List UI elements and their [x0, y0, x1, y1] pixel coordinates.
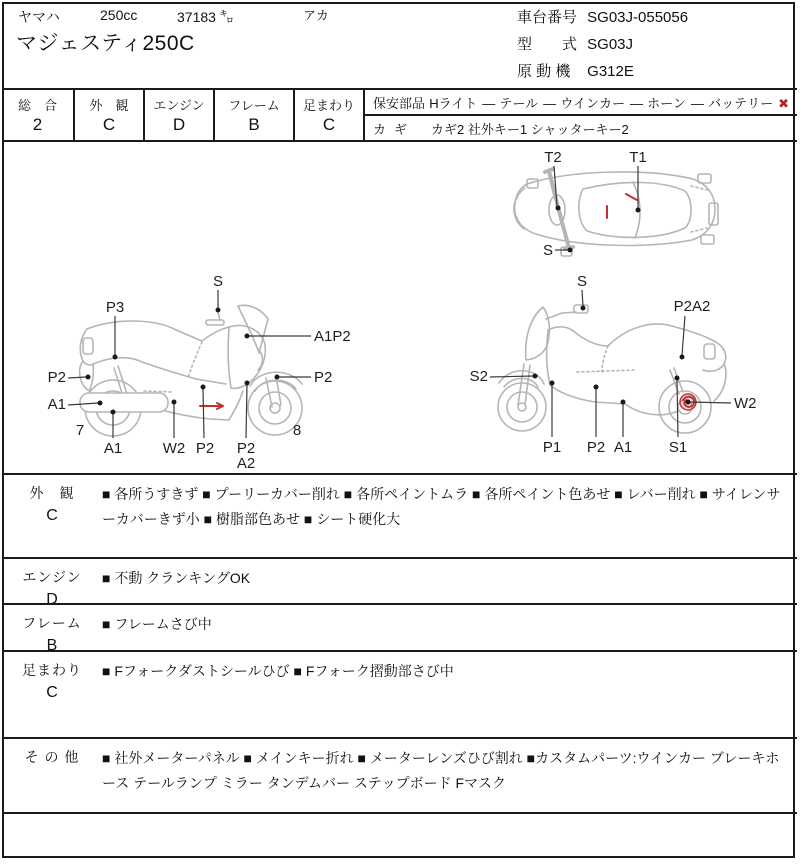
safety-parts-box: [365, 90, 797, 140]
rating-label: フレーム: [228, 98, 280, 113]
section-exterior: [2, 473, 797, 557]
section-label: エンジン: [22, 569, 82, 585]
battery-ng-mark: ✖: [778, 95, 789, 111]
damage-code-label: W2: [162, 440, 186, 457]
safety-item-winker: ウインカー —: [560, 95, 643, 111]
damage-code-label: A2: [236, 455, 256, 470]
section-notes: ■ 各所うすきず ■ プーリーカバー削れ ■ 各所ペイントムラ ■ 各所ペイント色あせ ■ レバー削れ ■ サイレンサーカバーきず小 ■ 樹脂部色あせ ■ シート硬化大: [102, 486, 781, 527]
section-undercarriage: [2, 650, 797, 737]
section-label: 外 観: [29, 485, 75, 501]
key-label: カギ: [373, 121, 416, 137]
rating-value: C: [322, 115, 336, 134]
rating-overall: [2, 90, 75, 140]
rating-value: D: [172, 115, 186, 134]
damage-code-label: S: [212, 273, 224, 290]
rating-value: C: [102, 115, 116, 134]
section-grade: C: [46, 684, 58, 701]
rating-value: B: [248, 115, 260, 134]
chassis-number-label: 車台番号: [517, 9, 578, 26]
damage-code-label: A1: [613, 439, 633, 456]
rating-undercarriage: [295, 90, 365, 140]
left-side-view-diagram: [30, 272, 360, 470]
safety-parts-row: [365, 90, 797, 116]
section-notes: ■ 不動 クランキングOK: [102, 570, 251, 586]
section-notes: ■ 社外メーターパネル ■ メインキー折れ ■ メーターレンズひび割れ ■カスタムパーツ:ウインカー ブレーキホース テールランプ ミラー タンデムバー ステップボード Fマスク: [102, 750, 780, 791]
safety-item-horn: ホーン —: [647, 95, 704, 111]
key-info-row: [365, 116, 797, 140]
engine-model-row: [517, 60, 634, 81]
damage-code-label: A1P2: [314, 328, 351, 345]
displacement: 250cc: [100, 7, 138, 23]
section-grade: B: [46, 637, 58, 654]
safety-item-tail: テール —: [499, 95, 557, 111]
damage-code-label: S1: [668, 439, 688, 456]
model-name: マジェスティ250C: [16, 32, 195, 55]
damage-code-label: S: [576, 273, 588, 290]
damage-code-label: S2: [469, 368, 488, 385]
section-label: 足まわり: [22, 662, 82, 678]
chassis-number-row: [517, 6, 688, 27]
damage-code-label: A1: [47, 396, 66, 413]
model-type-value: SG03J: [587, 36, 634, 53]
damage-mark: [626, 194, 637, 200]
damage-code-label: P2: [586, 439, 606, 456]
maker-name: ヤマハ: [18, 9, 60, 25]
rating-engine: [145, 90, 215, 140]
section-engine: [2, 557, 797, 608]
mileage: 37183 ㌔: [177, 9, 234, 25]
damage-code-label: 7: [75, 422, 85, 439]
model-type-label: 型 式: [517, 36, 578, 53]
damage-code-label: P1: [542, 439, 562, 456]
damage-code-label: T2: [544, 149, 562, 166]
damage-code-label: P2: [47, 369, 66, 386]
section-notes: ■ フレームさび中: [102, 616, 212, 632]
rating-exterior: [75, 90, 145, 140]
damage-code-label: W2: [734, 395, 757, 412]
section-other: [2, 737, 797, 812]
damage-code-label: 8: [292, 422, 302, 439]
engine-model-value: G312E: [587, 63, 634, 80]
chassis-number-value: SG03J-055056: [587, 9, 689, 26]
rating-label: 総 合: [17, 98, 57, 113]
rating-label: 外 観: [89, 98, 129, 113]
color-code: アカ: [303, 8, 329, 23]
damage-code-label: P3: [105, 299, 125, 316]
damage-code-label: P2: [236, 440, 256, 457]
damage-code-label: T1: [629, 149, 647, 166]
empty-remarks-box: [2, 812, 797, 858]
top-view-diagram: [495, 148, 725, 268]
key-value: カギ2 社外キー1 シャッターキー2: [431, 121, 629, 137]
rating-label: 足まわり: [302, 98, 355, 113]
section-label: フレーム: [22, 615, 82, 631]
section-grade: C: [46, 507, 58, 524]
section-notes: ■ Fフォークダストシールひび ■ Fフォーク摺動部さび中: [102, 663, 454, 679]
section-label: そ の 他: [24, 749, 80, 765]
section-grade: D: [46, 591, 58, 608]
damage-code-label: P2A2: [673, 298, 711, 315]
rating-label: エンジン: [153, 98, 205, 113]
safety-parts-title: 保安部品: [373, 95, 426, 111]
damage-code-label: P2: [195, 440, 215, 457]
engine-model-label: 原 動 機: [517, 63, 571, 80]
right-side-view-diagram: [440, 272, 800, 470]
damage-code-label: P2: [314, 369, 333, 386]
rating-table: [2, 88, 797, 142]
safety-item-battery: バッテリー ✖: [708, 95, 789, 111]
model-type-row: [517, 33, 633, 54]
section-frame: [2, 603, 797, 654]
damage-code-label: S: [542, 242, 553, 259]
rating-frame: [215, 90, 295, 140]
damage-code-label: A1: [103, 440, 123, 457]
safety-item-headlight: Hライト —: [429, 95, 496, 111]
rating-value: 2: [32, 115, 43, 134]
